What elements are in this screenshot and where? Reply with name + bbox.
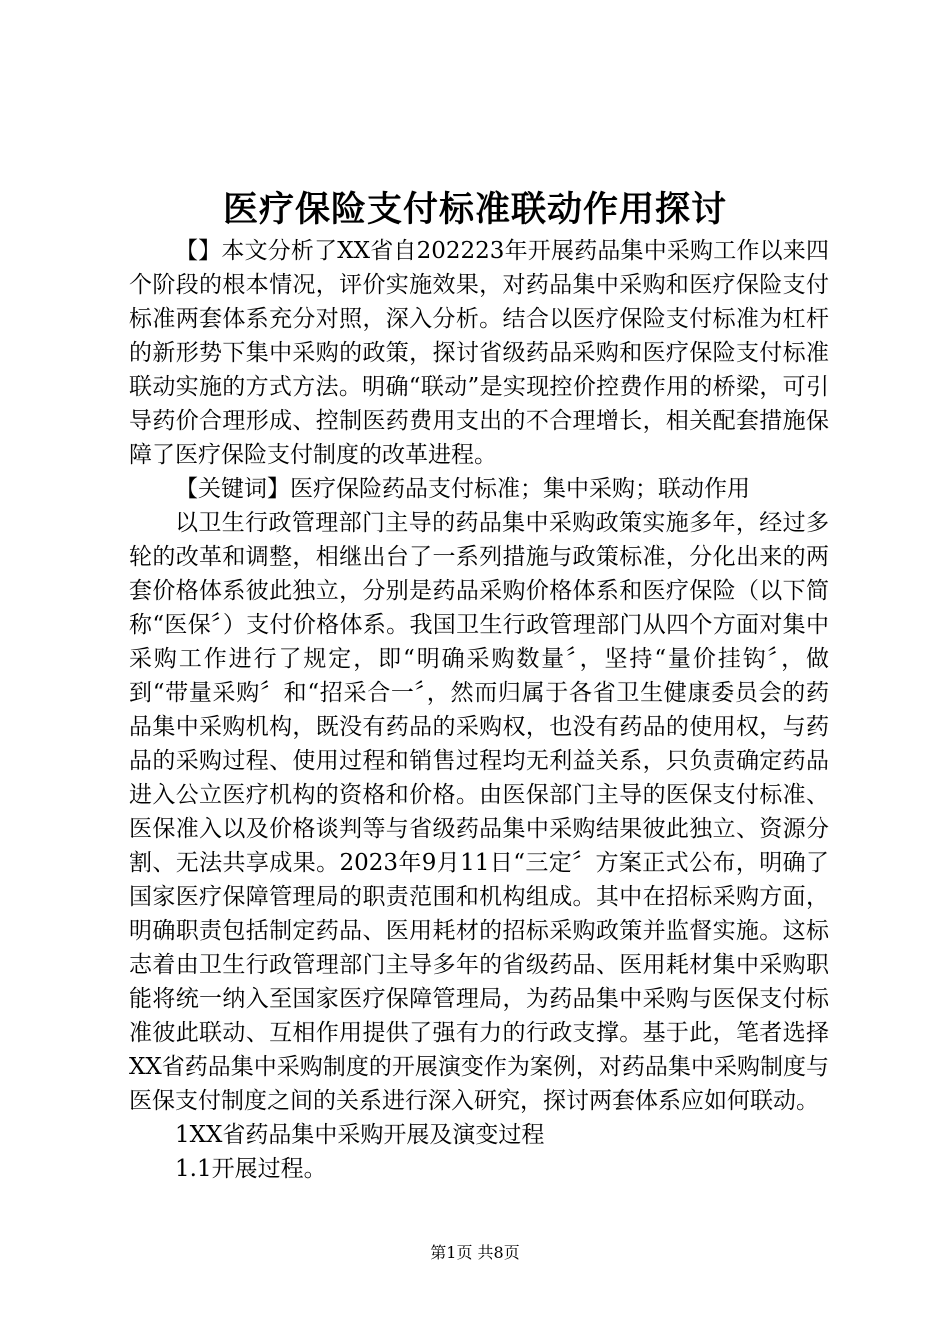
section-heading: 1XX省药品集中采购开展及演变过程 [175, 1122, 545, 1148]
page-number-footer: 第1页 共8页 [430, 1243, 520, 1262]
abstract-paragraph: 【】本文分析了XX省自202223年开展药品集中采购工作以来四个阶段的根本情况，评价实施效果，对药品集中采购和医疗保险支付标准两套体系充分对照，深入分析。结合以医疗保险支付标准为杠杆的新形势下集中采购的政策，探讨省级药品采购和医疗保险支付标准联动实施的方式方法。明确“联动”是实现控价控费作用的桥梁，可引导药价合理形成、控制医药费用支出的不合理增长，相关配套措施保障了医疗保险支付制度的改革进程。 [129, 238, 829, 468]
document-body [129, 234, 829, 1186]
intro-paragraph: 以卫生行政管理部门主导的药品集中采购政策实施多年，经过多轮的改革和调整，相继出台了一系列措施与政策标准，分化出来的两套价格体系彼此独立，分别是药品采购价格体系和医疗保险（以下简称“医保〞）支付价格体系。我国卫生行政管理部门从四个方面对集中采购工作进行了规定，即“明确采购数量〞，坚持“量价挂钩〞，做到“带量采购〞和“招采合一〞，然而归属于各省卫生健康委员会的药品集中采购机构，既没有药品的采购权，也没有药品的使用权，与药品的采购过程、使用过程和销售过程均无利益关系，只负责确定药品进入公立医疗机构的资格和价格。由医保部门主导的医保支付标准、医保准入以及价格谈判等与省级药品集中采购结果彼此独立、资源分割、无法共享成果。2023年9月11日“三定〞方案正式公布，明确了国家医疗保障管理局的职责范围和机构组成。其中在招标采购方面，明确职责包括制定药品、医用耗材的招标采购政策并监督实施。这标志着由卫生行政管理部门主导多年的省级药品、医用耗材集中采购职能将统一纳入至国家医疗保障管理局，为药品集中采购与医保支付标准彼此联动、互相作用提供了强有力的行政支撑。基于此，笔者选择XX省药品集中采购制度的开展演变作为案例，对药品集中采购制度与医保支付制度之间的关系进行深入研究，探讨两套体系应如何联动。 [129, 510, 829, 1114]
document-title: 医疗保险支付标准联动作用探讨 [222, 189, 727, 230]
keywords-paragraph: 【关键词】医疗保险药品支付标准；集中采购；联动作用 [175, 476, 750, 502]
subsection-heading: 1.1开展过程。 [175, 1156, 327, 1182]
